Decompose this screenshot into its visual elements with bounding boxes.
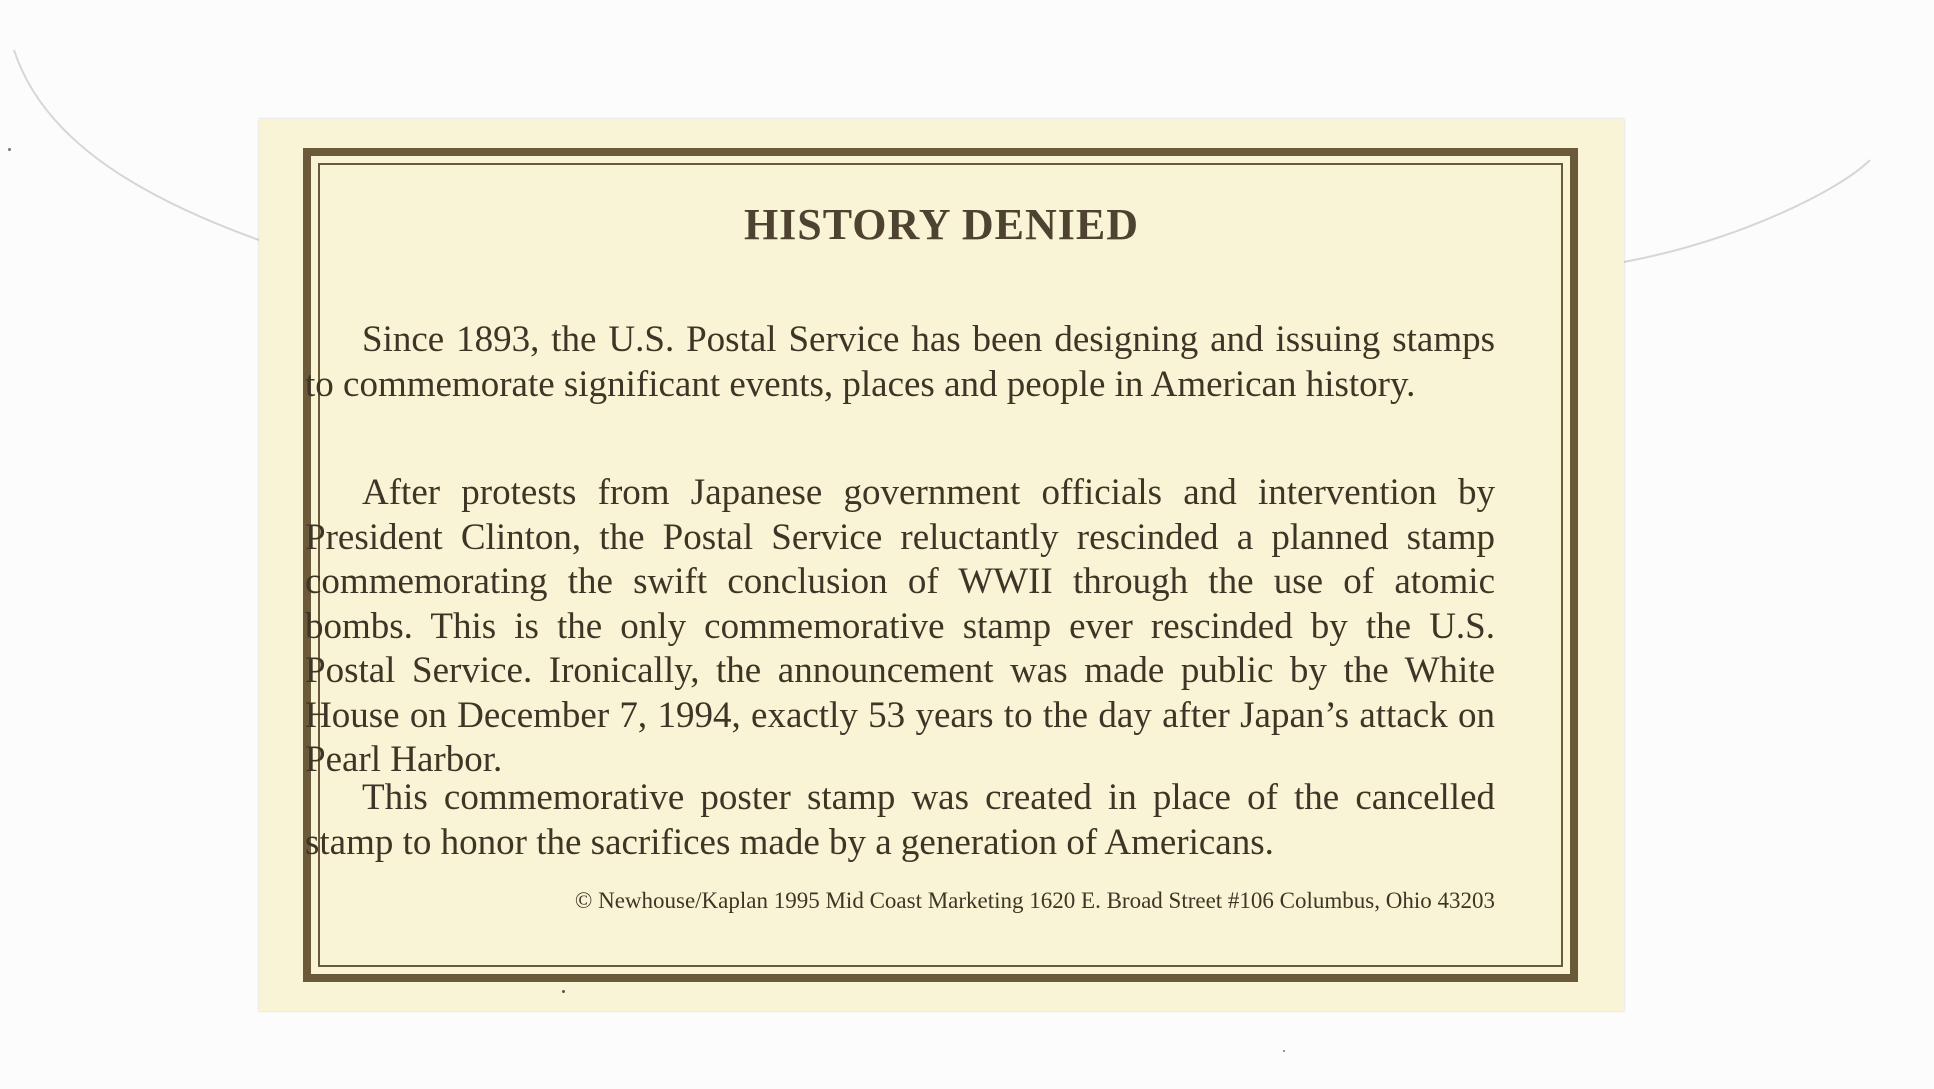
dust-speck: [562, 990, 565, 993]
dust-speck: [8, 148, 11, 151]
copyright-footer: © Newhouse/Kaplan 1995 Mid Coast Marketing 1620 E. Broad Street #106 Columbus, Ohio 43203: [574, 888, 1495, 913]
paragraph-poster-stamp: This commemorative poster stamp was created in place of the cancelled stamp to honor the sacrifices made by a generation of Americans.: [305, 777, 1495, 863]
card-title: HISTORY DENIED: [743, 200, 1140, 249]
dust-speck: [1283, 1050, 1285, 1052]
paragraph-rescinded-stamp: After protests from Japanese government officials and intervention by President Clinton, the Postal Service reluctantly rescinded a planned stamp commemorating the swift conclusion of WWII through the use of atomic bombs. This is the only commemorative stamp ever rescinded by the U.S. Postal Service. Ironically, the announcement was made public by the White House on December 7, 1994, exactly 53 years to the day after Japan’s attack on Pearl Harbor.: [305, 472, 1495, 780]
paragraph-history: Since 1893, the U.S. Postal Service has been designing and issuing stamps to commemorate significant events, places and people in American history.: [305, 319, 1495, 405]
history-denied-card: [259, 119, 1624, 1011]
